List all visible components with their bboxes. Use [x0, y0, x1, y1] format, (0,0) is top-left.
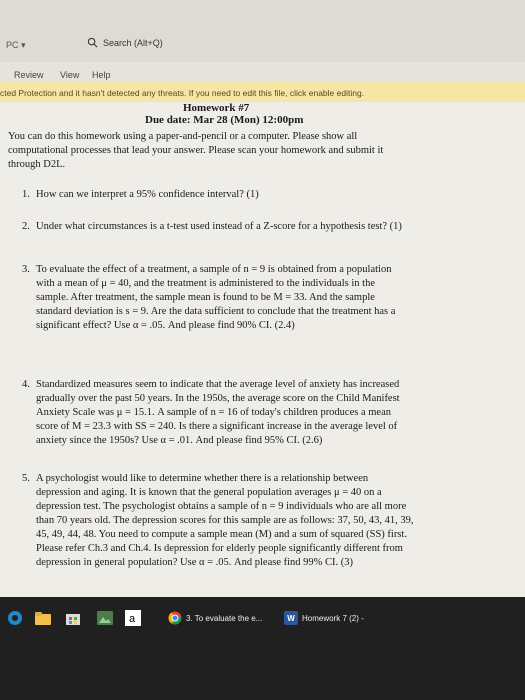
homework-title: Homework #7 — [183, 102, 250, 114]
store-icon[interactable] — [64, 609, 82, 627]
question-text — [36, 263, 395, 333]
question-line: 45, 49, 44, 48. You need to compute a sample mean (M) and a sum of squared (SS) first. — [36, 529, 407, 540]
amazon-icon[interactable] — [124, 609, 142, 627]
question-line: than 70 years old. The depression scores for this sample are as follows: 37, 50, 43, 41, 39, — [36, 515, 414, 526]
intro-line: through D2L. — [8, 159, 66, 170]
question-line: anxiety since the 1950s? Use α = .01. And please find 95% CI. (2.6) — [36, 435, 323, 446]
question-number: 5. — [22, 473, 30, 484]
protected-view-bar — [0, 82, 525, 103]
protected-view-message: cted Protection and it hasn't detected any threats. If you need to edit this file, click enable editing. — [0, 88, 365, 98]
question-line: To evaluate the effect of a treatment, a sample of n = 9 is obtained from a population — [36, 264, 392, 275]
question-text: Under what circumstances is a t-test used instead of a Z-score for a hypothesis test? (1) — [36, 221, 402, 232]
taskbar-item-word[interactable] — [284, 608, 364, 628]
question-line: gradually over the past 50 years. In the 1950s, the average score on the Child Manifest — [36, 393, 400, 404]
question-line: sample. After treatment, the sample mean is found to be M = 33. And the sample — [36, 292, 375, 303]
intro-line: computational processes that lead your answer. Please scan your homework and submit it — [8, 145, 384, 156]
question-number: 4. — [22, 379, 30, 390]
taskbar-item-label: Homework 7 (2) - — [302, 613, 364, 623]
question-text — [36, 378, 400, 448]
taskbar-item-label: 3. To evaluate the e... — [186, 613, 263, 623]
intro-line: You can do this homework using a paper-and-pencil or a computer. Please show all — [8, 131, 358, 142]
question-line: Standardized measures seem to indicate that the average level of anxiety has increased — [36, 379, 400, 390]
file-explorer-icon[interactable] — [34, 609, 52, 627]
question-line: depression in general population? Use α = .05. And please find 99% CI. (3) — [36, 557, 354, 568]
tab-review[interactable]: Review — [14, 70, 44, 80]
question-text — [36, 472, 413, 570]
question-number: 2. — [22, 221, 30, 232]
tab-help[interactable]: Help — [92, 70, 111, 80]
intro-paragraph — [8, 130, 460, 172]
svg-text:a: a — [129, 613, 136, 625]
question-line: depression and aging. It is known that the general population averages μ = 40 on a — [36, 487, 382, 498]
question-number: 1. — [22, 189, 30, 200]
question-line: standard deviation is s = 9. Are the data sufficient to conclude that the treatment has a — [36, 306, 396, 317]
chrome-icon — [168, 611, 182, 625]
question-line: score of M = 23.3 with SS = 240. Is there a significant increase in the average level of — [36, 421, 398, 432]
title-bar — [0, 0, 525, 62]
due-date: Due date: Mar 28 (Mon) 12:00pm — [145, 114, 304, 126]
question-line: with a mean of μ = 40, and the treatment is administered to the individuals in the — [36, 278, 376, 289]
question-line: depression test. The psychologist obtains a sample of n = 9 individuals who are all more — [36, 501, 407, 512]
question-line: significant effect? Use α = .05. And please find 90% CI. (2.4) — [36, 320, 295, 331]
quick-access[interactable]: PC ▾ — [6, 40, 26, 50]
question-line: A psychologist would like to determine whether there is a relationship between — [36, 473, 369, 484]
document-page — [0, 102, 525, 597]
taskbar-item-chrome[interactable] — [168, 608, 262, 628]
question-number: 3. — [22, 264, 30, 275]
search-icon — [87, 37, 98, 48]
edge-icon[interactable] — [6, 609, 24, 627]
search-box[interactable] — [87, 34, 217, 51]
word-icon: W — [284, 611, 298, 625]
ribbon-tabs — [0, 62, 525, 84]
search-label: Search (Alt+Q) — [103, 37, 163, 48]
question-text: How can we interpret a 95% confidence interval? (1) — [36, 189, 259, 200]
taskbar — [0, 597, 525, 700]
tab-view[interactable]: View — [60, 70, 80, 80]
question-line: Please refer Ch.3 and Ch.4. Is depression for elderly people significantly different from — [36, 543, 403, 554]
question-line: Anxiety Scale was μ = 15.1. A sample of n = 16 of today's children produces a mean — [36, 407, 391, 418]
photos-icon[interactable] — [96, 609, 114, 627]
